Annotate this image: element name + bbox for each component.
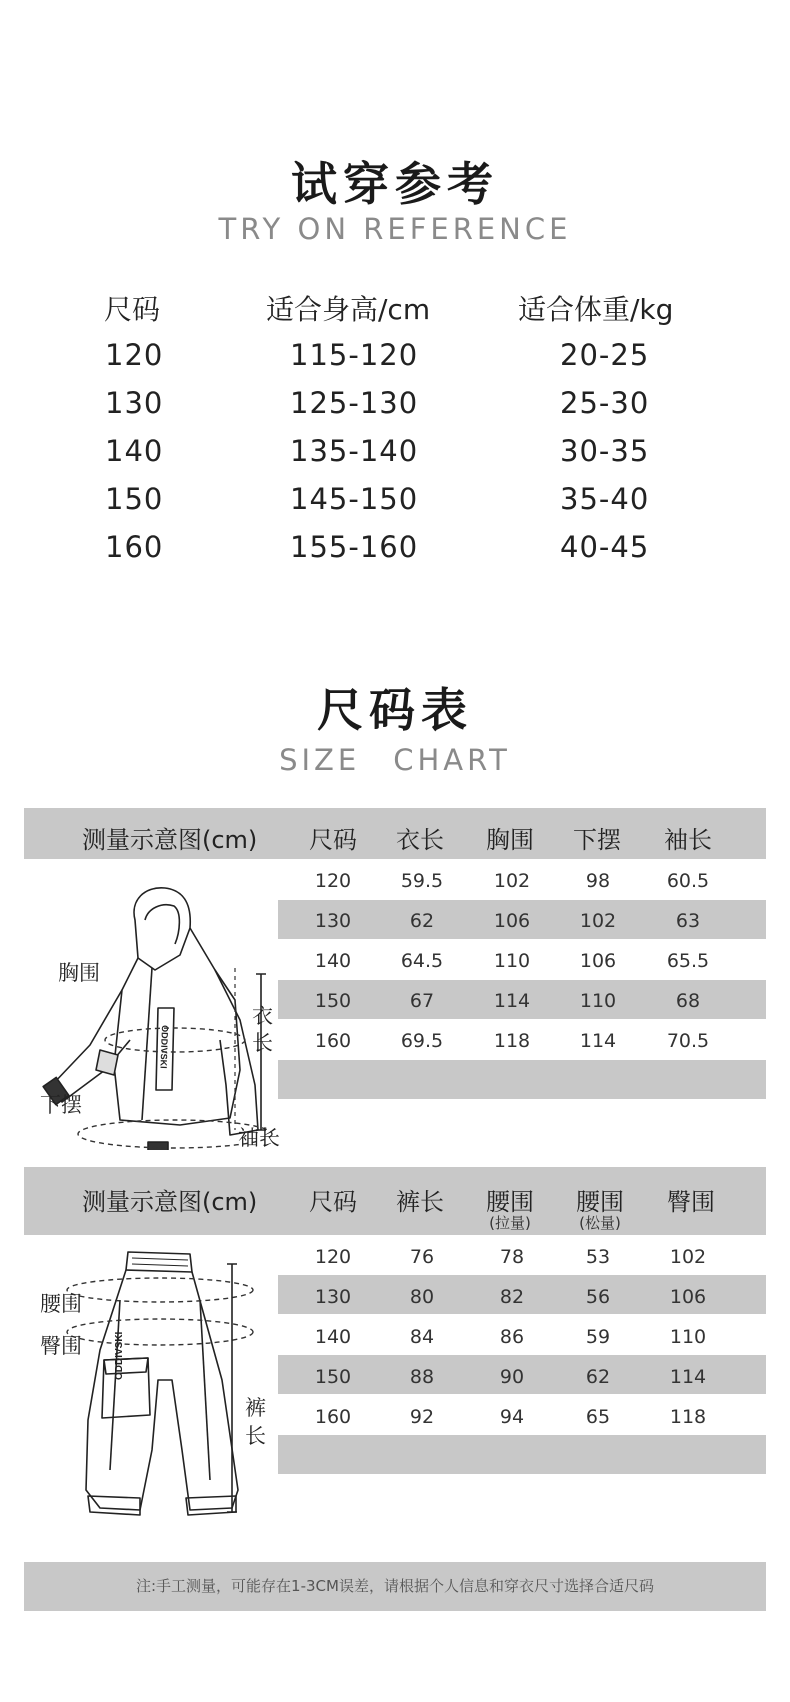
cell-length: 92 bbox=[409, 1406, 435, 1428]
label-hem: 下摆 bbox=[40, 1093, 82, 1117]
cell-length: 88 bbox=[409, 1366, 435, 1388]
cell-chest: 102 bbox=[493, 870, 531, 892]
ref-cell-weight: 35-40 bbox=[560, 482, 650, 516]
measurement-note: 注:手工测量，可能存在1-3CM误差，请根据个人信息和穿衣尺寸选择合适尺码 bbox=[24, 1562, 766, 1611]
label-length-1: 裤 bbox=[245, 1396, 266, 1420]
cell-length: 59.5 bbox=[400, 870, 444, 892]
cell-chest: 114 bbox=[493, 990, 531, 1012]
ref-cell-weight: 30-35 bbox=[560, 434, 650, 468]
row-stripe bbox=[278, 1060, 766, 1099]
ref-cell-size: 160 bbox=[105, 530, 164, 564]
row-stripe bbox=[278, 1435, 766, 1474]
ref-cell-weight: 40-45 bbox=[560, 530, 650, 564]
size-chart-title: 尺码表 bbox=[317, 683, 473, 737]
cell-chest: 106 bbox=[493, 910, 531, 932]
ref-header-height: 适合身高/cm bbox=[266, 293, 431, 326]
cell-size: 130 bbox=[314, 1286, 352, 1308]
jacket-header-chest: 胸围 bbox=[486, 826, 534, 854]
pants-header-diagram: 测量示意图(cm) bbox=[82, 1188, 258, 1216]
ref-cell-size: 130 bbox=[105, 386, 164, 420]
jacket-brand-text: ODDIVSKI bbox=[158, 1024, 170, 1069]
jacket-header-length: 衣长 bbox=[396, 826, 444, 854]
cell-waist-relaxed: 56 bbox=[585, 1286, 611, 1308]
cell-length: 69.5 bbox=[400, 1030, 444, 1052]
pants-diagram bbox=[60, 1240, 290, 1530]
cell-sleeve: 60.5 bbox=[666, 870, 710, 892]
ref-cell-height: 125-130 bbox=[290, 386, 419, 420]
cell-waist-stretched: 86 bbox=[499, 1326, 525, 1348]
ref-cell-height: 115-120 bbox=[290, 338, 419, 372]
cell-waist-stretched: 94 bbox=[499, 1406, 525, 1428]
ref-header-size: 尺码 bbox=[104, 293, 161, 326]
ref-cell-height: 145-150 bbox=[290, 482, 419, 516]
cell-length: 80 bbox=[409, 1286, 435, 1308]
ref-cell-size: 140 bbox=[105, 434, 164, 468]
cell-waist-stretched: 82 bbox=[499, 1286, 525, 1308]
pants-header-waist-stretched: 腰围 bbox=[486, 1188, 534, 1216]
cell-hem: 98 bbox=[585, 870, 611, 892]
cell-hem: 114 bbox=[579, 1030, 617, 1052]
ref-cell-size: 120 bbox=[105, 338, 164, 372]
cell-size: 140 bbox=[314, 1326, 352, 1348]
cell-length: 84 bbox=[409, 1326, 435, 1348]
ref-header-weight: 适合体重/kg bbox=[518, 293, 674, 326]
cell-length: 64.5 bbox=[400, 950, 444, 972]
cell-hem: 102 bbox=[579, 910, 617, 932]
cell-waist-stretched: 78 bbox=[499, 1246, 525, 1268]
reference-subtitle: TRY ON REFERENCE bbox=[218, 212, 572, 246]
cell-waist-relaxed: 65 bbox=[585, 1406, 611, 1428]
cell-waist-relaxed: 62 bbox=[585, 1366, 611, 1388]
cell-hem: 110 bbox=[579, 990, 617, 1012]
pants-header-hip: 臀围 bbox=[667, 1188, 715, 1216]
cell-length: 76 bbox=[409, 1246, 435, 1268]
cell-size: 160 bbox=[314, 1030, 352, 1052]
cell-hem: 106 bbox=[579, 950, 617, 972]
ref-cell-weight: 25-30 bbox=[560, 386, 650, 420]
cell-size: 160 bbox=[314, 1406, 352, 1428]
pants-subheader-stretched: (拉量) bbox=[489, 1214, 531, 1232]
cell-length: 67 bbox=[409, 990, 435, 1012]
cell-hip: 118 bbox=[669, 1406, 707, 1428]
cell-size: 150 bbox=[314, 990, 352, 1012]
cell-sleeve: 63 bbox=[675, 910, 701, 932]
cell-sleeve: 65.5 bbox=[666, 950, 710, 972]
ref-cell-size: 150 bbox=[105, 482, 164, 516]
pants-header-length: 裤长 bbox=[396, 1188, 444, 1216]
pants-header-size: 尺码 bbox=[309, 1188, 357, 1216]
cell-waist-relaxed: 53 bbox=[585, 1246, 611, 1268]
cell-waist-stretched: 90 bbox=[499, 1366, 525, 1388]
cell-size: 120 bbox=[314, 870, 352, 892]
cell-waist-relaxed: 59 bbox=[585, 1326, 611, 1348]
cell-sleeve: 68 bbox=[675, 990, 701, 1012]
cell-chest: 110 bbox=[493, 950, 531, 972]
cell-size: 120 bbox=[314, 1246, 352, 1268]
jacket-header-size: 尺码 bbox=[309, 826, 357, 854]
pants-header-waist-relaxed: 腰围 bbox=[576, 1188, 624, 1216]
cell-hip: 114 bbox=[669, 1366, 707, 1388]
cell-size: 130 bbox=[314, 910, 352, 932]
ref-cell-weight: 20-25 bbox=[560, 338, 650, 372]
pants-brand-text: ODDIVSKI bbox=[114, 1331, 125, 1380]
cell-hip: 106 bbox=[669, 1286, 707, 1308]
jacket-header-sleeve: 袖长 bbox=[664, 826, 712, 854]
label-length-2: 长 bbox=[245, 1424, 266, 1448]
label-sleeve: 袖长 bbox=[238, 1126, 280, 1150]
label-length-1: 衣 bbox=[252, 1004, 273, 1028]
cell-sleeve: 70.5 bbox=[666, 1030, 710, 1052]
jacket-header-hem: 下摆 bbox=[573, 826, 621, 854]
cell-hip: 102 bbox=[669, 1246, 707, 1268]
cell-chest: 118 bbox=[493, 1030, 531, 1052]
pants-subheader-relaxed: (松量) bbox=[579, 1214, 621, 1232]
cell-size: 150 bbox=[314, 1366, 352, 1388]
ref-cell-height: 135-140 bbox=[290, 434, 419, 468]
label-length-2: 长 bbox=[252, 1031, 273, 1055]
jacket-header-diagram: 测量示意图(cm) bbox=[82, 826, 258, 854]
cell-length: 62 bbox=[409, 910, 435, 932]
cell-hip: 110 bbox=[669, 1326, 707, 1348]
label-chest: 胸围 bbox=[58, 961, 100, 985]
size-chart-subtitle: SIZE CHART bbox=[279, 743, 511, 777]
label-hip: 臀围 bbox=[40, 1334, 82, 1358]
label-waist: 腰围 bbox=[40, 1292, 82, 1316]
ref-cell-height: 155-160 bbox=[290, 530, 419, 564]
reference-title: 试穿参考 bbox=[291, 157, 499, 211]
cell-size: 140 bbox=[314, 950, 352, 972]
